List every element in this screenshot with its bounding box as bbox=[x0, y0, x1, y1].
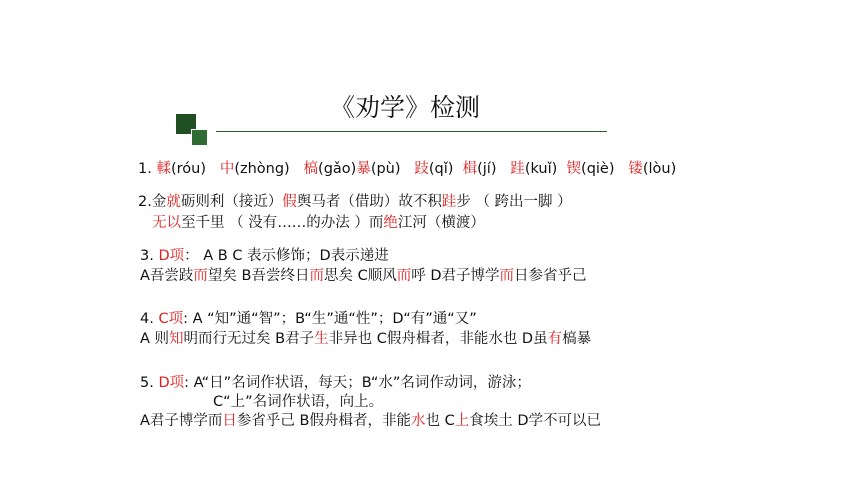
question-5-line-2: C“上”名词作状语，向上。 bbox=[213, 394, 384, 410]
question-3-line-1: 3. D项： A B C 表示修饰；D表示递进 bbox=[140, 248, 389, 264]
pinyin-item: 槁(gǎo) bbox=[303, 161, 357, 177]
question-5-line-1: 5. D项: A“日”名词作状语，每天；B“水”名词作动词，游泳； bbox=[140, 375, 531, 391]
slide-title: 《劝学》检测 bbox=[330, 93, 481, 122]
question-1 bbox=[138, 161, 678, 178]
pinyin-item: 镂(lòu) bbox=[628, 161, 677, 177]
pinyin-item: 锲(qiè) bbox=[566, 161, 615, 177]
pinyin-item: 暴(pù) bbox=[356, 161, 401, 177]
title-decoration-square bbox=[191, 129, 208, 146]
question-4-line-1: 4. C项: A “知”通“智”；B“生”通“性”；D“有”通“又” bbox=[140, 311, 477, 327]
pinyin-item: 跂(qǐ) bbox=[414, 161, 454, 177]
question-4-line-2: A 则知明而行无过矣 B君子生非异也 C假舟楫者，非能水也 D虽有槁暴 bbox=[140, 331, 592, 347]
question-2-line-2: 无以至千里 （ 没有……的办法 ）而绝江河（横渡） bbox=[152, 215, 485, 231]
title-underline bbox=[216, 131, 607, 132]
question-5-line-3: A君子博学而日参省乎己 B假舟楫者，非能水也 C上食埃土 D学不可以已 bbox=[140, 413, 601, 429]
pinyin-item: 中(zhòng) bbox=[219, 161, 290, 177]
pinyin-item: 跬(kuǐ) bbox=[510, 161, 558, 177]
question-3-line-2: A吾尝跂而望矣 B吾尝终日而思矣 C顺风而呼 D君子博学而日参省乎己 bbox=[140, 268, 587, 284]
pinyin-item: 輮(róu) bbox=[156, 161, 206, 177]
question-number: 1. bbox=[138, 161, 152, 177]
pinyin-item: 楫(jí) bbox=[462, 161, 497, 177]
question-2-line-1: 2.金就砺则利（接近）假舆马者（借助）故不积跬步 （ 跨出一脚 ） bbox=[138, 194, 572, 210]
